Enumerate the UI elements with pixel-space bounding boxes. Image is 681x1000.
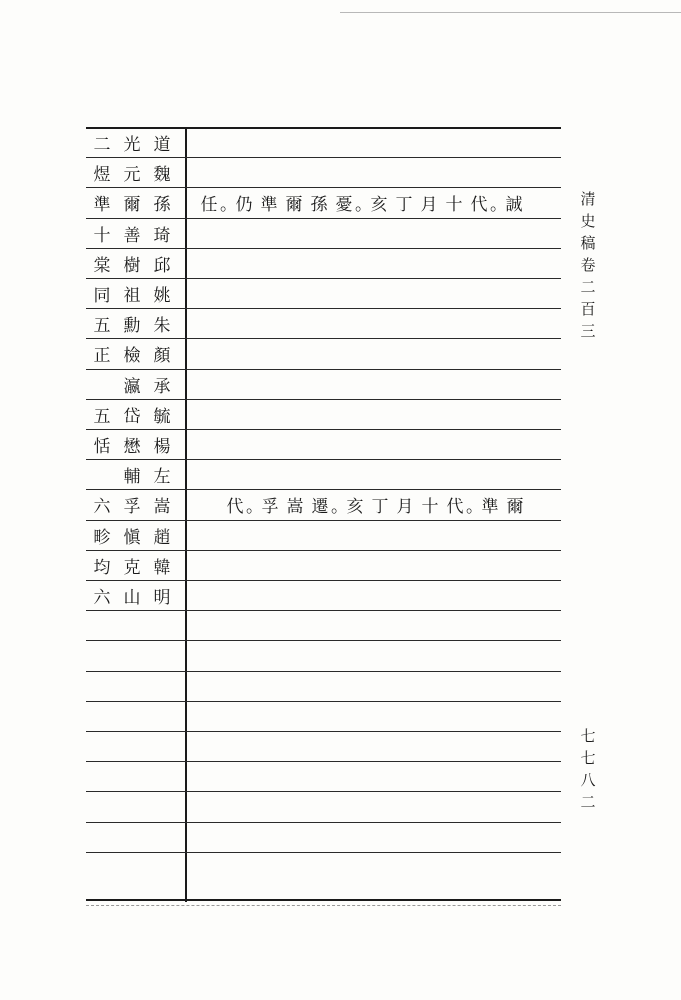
left-cell: 勳: [123, 316, 141, 336]
left-cell: 樹: [123, 256, 141, 276]
right-char: 準: [481, 497, 499, 517]
side-char: 二: [580, 793, 596, 811]
left-cell: 十: [93, 226, 111, 246]
right-char: 十: [421, 497, 439, 517]
table-row-rule: [86, 822, 561, 823]
left-cell: 五: [93, 316, 111, 336]
side-char: 七: [580, 727, 596, 745]
left-cell: 五: [93, 407, 111, 427]
left-cell: 煜: [93, 165, 111, 185]
side-title: [578, 188, 598, 342]
left-cell: 孫: [153, 195, 171, 215]
left-cell: 六: [93, 588, 111, 608]
left-row: [86, 462, 185, 492]
right-char: 月: [420, 195, 438, 215]
left-row: [86, 492, 185, 522]
left-cell: 輔: [123, 467, 141, 487]
left-cell: 魏: [153, 165, 171, 185]
right-char: 亥: [346, 497, 364, 517]
right-char: 。: [355, 195, 372, 215]
right-char: 。: [220, 195, 237, 215]
left-cell: 恬: [93, 437, 111, 457]
table-row-rule: [86, 127, 561, 129]
side-char: 三: [580, 322, 596, 340]
left-cell: 均: [93, 558, 111, 578]
left-row: [86, 553, 185, 583]
side-char: 卷: [580, 256, 596, 274]
left-cell: 明: [153, 588, 171, 608]
right-row: [194, 492, 561, 522]
left-cell: 趙: [153, 528, 171, 548]
table-row-rule: [86, 899, 561, 901]
right-char: 準: [260, 195, 278, 215]
table-row-rule: [86, 671, 561, 672]
right-char: 誠: [505, 195, 523, 215]
side-char: 稿: [580, 234, 596, 252]
left-cell: 二: [93, 135, 111, 155]
right-char: 任: [200, 195, 218, 215]
left-row: [86, 221, 185, 251]
table-row-rule: [86, 701, 561, 702]
table-row-rule: [86, 640, 561, 641]
left-cell: 山: [123, 588, 141, 608]
left-cell: 左: [153, 467, 171, 487]
right-char: 。: [331, 497, 348, 517]
left-row: [86, 130, 185, 160]
right-char: 爾: [506, 497, 524, 517]
side-char: 百: [580, 300, 596, 318]
left-cell: 邱: [153, 256, 171, 276]
right-char: 仍: [235, 195, 253, 215]
left-cell: 棠: [93, 256, 111, 276]
side-char: 七: [580, 749, 596, 767]
right-char: 。: [490, 195, 507, 215]
left-cell: 顏: [153, 346, 171, 366]
left-cell: 同: [93, 286, 111, 306]
right-char: 憂: [335, 195, 353, 215]
right-char: 丁: [395, 195, 413, 215]
right-char: 代: [470, 195, 488, 215]
left-cell: 姚: [153, 286, 171, 306]
left-row: [86, 281, 185, 311]
right-char: 爾: [285, 195, 303, 215]
left-cell: 孚: [123, 497, 141, 517]
left-cell: 韓: [153, 558, 171, 578]
left-cell: 畛: [93, 528, 111, 548]
left-cell: 懋: [123, 437, 141, 457]
left-row: [86, 402, 185, 432]
left-row: [86, 583, 185, 613]
right-char: 代: [446, 497, 464, 517]
table-row-rule: [86, 791, 561, 792]
left-cell: 承: [153, 377, 171, 397]
side-char: 八: [580, 771, 596, 789]
left-row: [86, 372, 185, 402]
right-char: 月: [396, 497, 414, 517]
right-char: 十: [445, 195, 463, 215]
left-row: [86, 341, 185, 371]
table-row-rule: [86, 761, 561, 762]
right-char: 代: [226, 497, 244, 517]
left-cell: 六: [93, 497, 111, 517]
right-char: 孫: [310, 195, 328, 215]
official-table: [86, 127, 561, 902]
left-cell: 楊: [153, 437, 171, 457]
left-cell: 琦: [153, 226, 171, 246]
left-cell: 祖: [123, 286, 141, 306]
side-char: 二: [580, 278, 596, 296]
right-char: 。: [246, 497, 263, 517]
left-cell: 嵩: [153, 497, 171, 517]
right-char: 孚: [261, 497, 279, 517]
left-cell: 元: [123, 165, 141, 185]
left-cell: 愼: [123, 528, 141, 548]
table-row-rule: [86, 731, 561, 732]
left-row: [86, 523, 185, 553]
left-cell: 善: [123, 226, 141, 246]
right-row: [194, 190, 561, 220]
left-cell: 朱: [153, 316, 171, 336]
column-divider: [185, 127, 187, 902]
left-row: [86, 311, 185, 341]
left-cell: 準: [93, 195, 111, 215]
top-rule: [340, 12, 681, 13]
left-row: [86, 190, 185, 220]
side-char: 清: [580, 190, 596, 208]
left-cell: 毓: [153, 407, 171, 427]
left-row: [86, 432, 185, 462]
left-cell: 爾: [123, 195, 141, 215]
left-cell: 光: [123, 135, 141, 155]
left-cell: 道: [153, 135, 171, 155]
right-char: 亥: [370, 195, 388, 215]
side-char: 史: [580, 212, 596, 230]
left-cell: 克: [123, 558, 141, 578]
left-cell: 檢: [123, 346, 141, 366]
right-char: 遷: [311, 497, 329, 517]
right-char: 。: [466, 497, 483, 517]
left-cell: 正: [93, 346, 111, 366]
bottom-edge-rule: [86, 905, 561, 906]
left-row: [86, 251, 185, 281]
left-row: [86, 160, 185, 190]
right-char: 嵩: [286, 497, 304, 517]
left-cell: 岱: [123, 407, 141, 427]
right-char: 丁: [371, 497, 389, 517]
left-cell: 瀛: [123, 377, 141, 397]
side-page-number: [578, 725, 598, 813]
table-row-rule: [86, 852, 561, 853]
